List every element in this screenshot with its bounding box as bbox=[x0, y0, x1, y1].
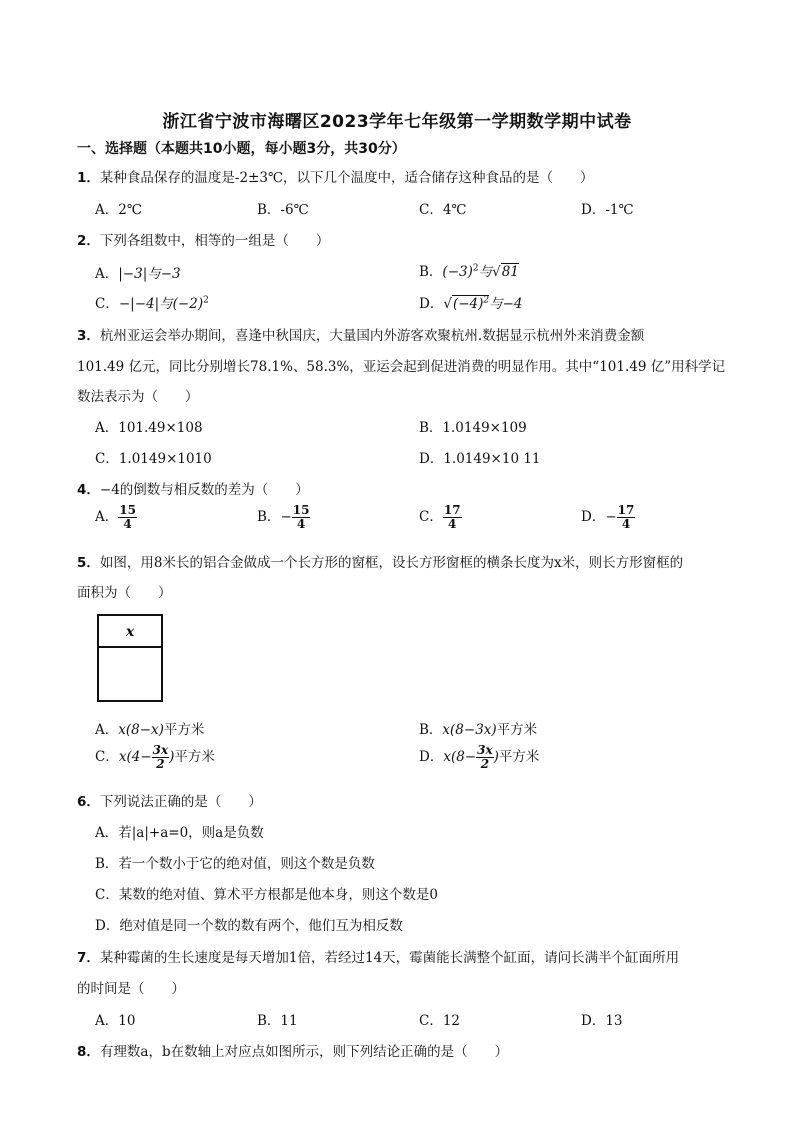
option-label: A． bbox=[95, 722, 119, 738]
numerator: 17 bbox=[443, 503, 461, 517]
question-stem-line-2: 的时间是（ ） bbox=[77, 981, 185, 997]
option-label: D． bbox=[419, 749, 444, 765]
numerator: 17 bbox=[617, 503, 635, 517]
fraction bbox=[292, 504, 311, 531]
question-number: 4． bbox=[77, 482, 100, 498]
q4-option-c bbox=[419, 504, 462, 531]
question-stem: 某种食品保存的温度是-2±3℃，以下几个温度中，适合储存这种食品的是（ ） bbox=[99, 170, 594, 186]
option-label: D． bbox=[419, 296, 444, 312]
q7-option-d: D．13 bbox=[581, 1013, 623, 1029]
figure-label: x bbox=[125, 624, 135, 640]
question-3 bbox=[77, 324, 644, 344]
q3-option-d: D．1.0149×10 11 bbox=[419, 451, 541, 467]
exponent: 2 bbox=[483, 295, 490, 306]
question-2 bbox=[77, 229, 329, 249]
option-expression-pre: x(8− bbox=[443, 749, 477, 765]
option-label: B． bbox=[419, 264, 443, 280]
option-label: C． bbox=[95, 749, 119, 765]
window-frame-figure bbox=[97, 614, 163, 702]
question-number: 3． bbox=[77, 328, 100, 344]
question-stem-line-2: 101.49 亿元，同比分别增长78.1%、58.3%，亚运会起到促进消费的明显作用。其中“101.49 亿”用科学记 bbox=[77, 359, 726, 375]
q2-option-a bbox=[95, 262, 181, 282]
q5-option-a bbox=[95, 718, 204, 738]
option-unit: 平方米 bbox=[498, 749, 540, 765]
q6-option-d: D．绝对值是同一个数的数有两个，他们互为相反数 bbox=[95, 918, 403, 934]
option-unit: 平方米 bbox=[496, 722, 538, 738]
q5-option-d bbox=[419, 744, 539, 771]
denominator: 4 bbox=[123, 517, 132, 531]
q4-option-a bbox=[95, 504, 137, 531]
question-number: 6． bbox=[77, 794, 100, 810]
question-number: 2． bbox=[77, 233, 100, 249]
option-label: A． bbox=[95, 266, 119, 282]
denominator: 2 bbox=[156, 757, 165, 771]
option-expression-pre: x(4− bbox=[118, 749, 152, 765]
option-expression-mid: 与√ bbox=[478, 264, 501, 280]
radicand-base: (−4) bbox=[452, 296, 484, 312]
q4-option-b bbox=[257, 504, 310, 531]
denominator: 4 bbox=[621, 517, 631, 531]
option-unit: 平方米 bbox=[174, 749, 215, 765]
question-number: 1． bbox=[77, 170, 100, 186]
exponent: 2 bbox=[203, 295, 209, 306]
denominator: 4 bbox=[448, 517, 457, 531]
q2-option-d bbox=[419, 292, 523, 312]
q1-option-a: A．2℃ bbox=[95, 202, 142, 218]
question-stem-line-1: 如图，用8米长的铝合金做成一个长方形的窗框，设长方形窗框的横条长度为x米，则长方形窗框的 bbox=[99, 555, 684, 571]
question-stem-line-2: 面积为（ ） bbox=[77, 585, 172, 601]
numerator: 15 bbox=[119, 503, 136, 517]
sign: − bbox=[280, 509, 292, 525]
question-stem-line-1: 杭州亚运会举办期间，喜逢中秋国庆，大量国内外游客欢聚杭州.数据显示杭州外来消费金额 bbox=[99, 328, 645, 344]
q2-option-c bbox=[95, 292, 209, 312]
q3-option-c: C．1.0149×1010 bbox=[95, 451, 212, 467]
q6-option-c: C．某数的绝对值、算术平方根都是他本身，则这个数是0 bbox=[95, 887, 438, 903]
q6-option-a: A．若|a|+a=0，则a是负数 bbox=[95, 825, 264, 841]
q3-option-b: B．1.0149×109 bbox=[419, 420, 527, 436]
fraction bbox=[476, 744, 494, 771]
radicand: 81 bbox=[501, 264, 519, 280]
option-expression-post: 与−4 bbox=[489, 296, 523, 312]
option-label: A． bbox=[95, 509, 119, 525]
question-8 bbox=[77, 1040, 508, 1060]
option-label: D． bbox=[581, 509, 606, 525]
question-number: 5． bbox=[77, 555, 100, 571]
crossbar bbox=[99, 646, 161, 648]
question-stem-line-1: 某种霉菌的生长速度是每天增加1倍，若经过14天，霉菌能长满整个缸面，请问长满半个缸面所用 bbox=[99, 950, 680, 966]
option-label: B． bbox=[419, 722, 443, 738]
q7-option-b: B．11 bbox=[257, 1013, 298, 1029]
option-expression-post: ) bbox=[493, 749, 499, 765]
denominator: 4 bbox=[296, 517, 306, 531]
exponent: 2 bbox=[472, 263, 479, 274]
option-expression: (−3) bbox=[442, 264, 473, 280]
option-expression: x(8−3x) bbox=[442, 722, 497, 738]
question-7 bbox=[77, 946, 679, 966]
option-expression: −|−4|与(−2) bbox=[118, 296, 204, 312]
fraction bbox=[617, 504, 636, 531]
option-label: C． bbox=[419, 509, 443, 525]
denominator: 2 bbox=[480, 757, 490, 771]
option-unit: 平方米 bbox=[163, 722, 205, 738]
option-expression-post: ) bbox=[169, 749, 175, 765]
question-stem: −4的倒数与相反数的差为（ ） bbox=[99, 482, 309, 498]
question-number: 8． bbox=[77, 1044, 100, 1060]
q1-option-c: C．4℃ bbox=[419, 202, 467, 218]
numerator: 15 bbox=[292, 503, 310, 517]
q5-option-c bbox=[95, 744, 215, 771]
question-6 bbox=[77, 790, 262, 810]
q7-option-a: A．10 bbox=[95, 1013, 136, 1029]
radicand bbox=[452, 295, 489, 312]
q3-option-a: A．101.49×108 bbox=[95, 420, 203, 436]
q1-option-b: B．-6℃ bbox=[257, 202, 309, 218]
q2-option-b bbox=[419, 260, 519, 280]
question-1 bbox=[77, 166, 594, 186]
question-stem: 有理数a，b在数轴上对应点如图所示，则下列结论正确的是（ ） bbox=[99, 1044, 509, 1060]
q1-option-d: D．-1℃ bbox=[581, 202, 634, 218]
fraction bbox=[152, 744, 170, 771]
question-stem-line-3: 数法表示为（ ） bbox=[77, 389, 199, 405]
radical-sign: √ bbox=[443, 296, 452, 312]
q7-option-c: C．12 bbox=[419, 1013, 461, 1029]
question-stem: 下列说法正确的是（ ） bbox=[99, 794, 262, 810]
q4-option-d bbox=[581, 504, 635, 531]
question-4 bbox=[77, 478, 309, 498]
option-expression: |−3|与−3 bbox=[118, 266, 181, 282]
option-label: C． bbox=[95, 296, 119, 312]
question-number: 7． bbox=[77, 950, 100, 966]
question-stem: 下列各组数中，相等的一组是（ ） bbox=[99, 233, 330, 249]
q5-option-b bbox=[419, 718, 537, 738]
fraction bbox=[118, 504, 137, 531]
numerator: 3x bbox=[477, 743, 493, 757]
numerator: 3x bbox=[152, 743, 169, 757]
sign: − bbox=[605, 509, 617, 525]
option-label: B． bbox=[257, 509, 281, 525]
question-5 bbox=[77, 551, 683, 571]
option-expression: x(8−x) bbox=[118, 722, 164, 738]
q6-option-b: B．若一个数小于它的绝对值，则这个数是负数 bbox=[95, 856, 375, 872]
page-title: 浙江省宁波市海曙区2023学年七年级第一学期数学期中试卷 bbox=[162, 112, 632, 132]
fraction bbox=[443, 504, 462, 531]
section-heading: 一、选择题（本题共10小题，每小题3分，共30分） bbox=[77, 141, 406, 157]
